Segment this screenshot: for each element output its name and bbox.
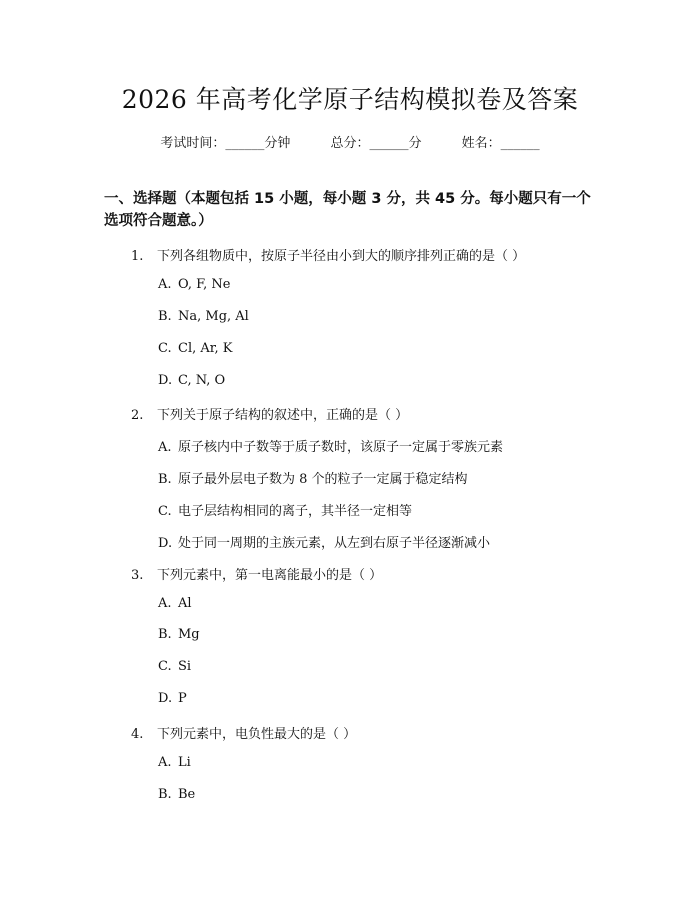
option-text: P [178,691,187,706]
option-text: 原子核内中子数等于质子数时，该原子一定属于零族元素 [178,440,504,455]
option-text: Na, Mg, Al [178,309,249,324]
question-number: 3. [131,568,144,583]
question-4 [131,723,356,742]
page-title: 2026 年高考化学原子结构模拟卷及答案 [121,85,579,114]
q3-option-a [158,596,192,611]
q2-option-d [158,532,490,551]
option-text: C, N, O [178,373,226,388]
q3-option-c [158,659,191,674]
option-letter: A. [158,277,172,292]
question-1 [131,245,525,264]
option-letter: B. [158,309,172,324]
name-field: 姓名：______ [461,136,540,151]
question-text: 下列元素中，第一电离能最小的是（ ） [157,568,383,583]
section-heading: 一、选择题（本题包括 15 小题，每小题 3 分，共 45 分。每小题只有一个选项符合题意。） [104,191,591,229]
option-letter: D. [158,373,173,388]
option-text: 电子层结构相同的离子，其半径一定相等 [178,504,413,519]
option-letter: C. [158,341,172,356]
q2-option-b [158,468,468,487]
q3-option-d [158,691,187,706]
q1-option-c [158,341,233,356]
total-score-field: 总分：______分 [330,136,422,151]
question-number: 1. [131,249,144,264]
option-text: Cl, Ar, K [178,341,233,356]
option-letter: A. [158,440,172,455]
option-text: Si [178,659,192,674]
option-text: Al [178,596,192,611]
question-text: 下列关于原子结构的叙述中，正确的是（ ） [157,408,409,423]
question-3 [131,564,382,583]
exam-time-field: 考试时间：______分钟 [160,136,291,151]
option-letter: A. [158,755,172,770]
option-letter: B. [158,787,172,802]
option-letter: C. [158,659,172,674]
q1-option-b [158,309,249,324]
exam-meta [0,132,700,151]
q1-option-a [158,277,231,292]
question-number: 2. [131,408,144,423]
option-text: Mg [178,627,200,642]
q4-option-b [158,787,195,802]
question-2 [131,404,408,423]
question-text: 下列各组物质中，按原子半径由小到大的顺序排列正确的是（ ） [157,249,526,264]
question-number: 4. [131,727,144,742]
option-text: O, F, Ne [178,277,231,292]
option-letter: B. [158,472,172,487]
option-letter: A. [158,596,172,611]
option-letter: C. [158,504,172,519]
q2-option-c [158,500,412,519]
q2-option-a [158,436,503,455]
q1-option-d [158,373,225,388]
q3-option-b [158,627,200,642]
option-letter: D. [158,536,173,551]
option-text: 原子最外层电子数为 8 个的粒子一定属于稳定结构 [178,472,468,487]
option-text: Li [178,755,191,770]
option-text: 处于同一周期的主族元素，从左到右原子半径逐渐减小 [178,536,491,551]
option-letter: D. [158,691,173,706]
q4-option-a [158,755,191,770]
option-letter: B. [158,627,172,642]
option-text: Be [178,787,196,802]
question-text: 下列元素中，电负性最大的是（ ） [157,727,357,742]
